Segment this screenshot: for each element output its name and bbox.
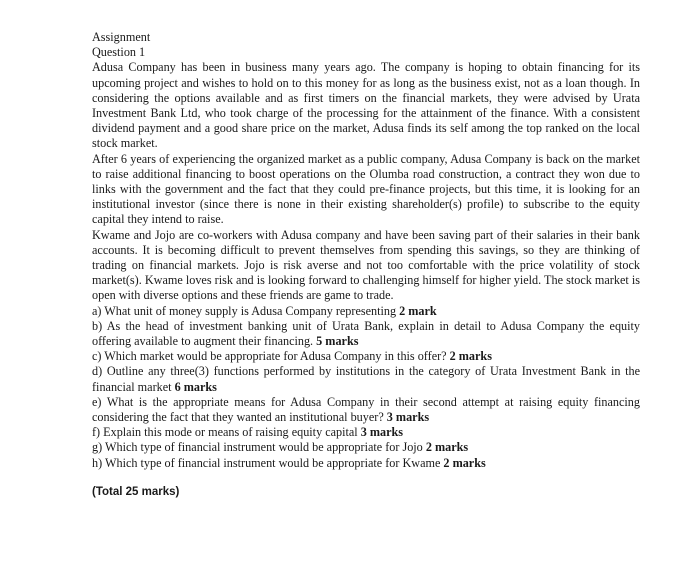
question-d-text: d) Outline any three(3) functions performed by institutions in the category of Urata Investment Bank in the financial market	[92, 364, 640, 394]
question-c	[92, 349, 640, 364]
question-a-text: a) What unit of money supply is Adusa Company representing	[92, 303, 397, 318]
question-h	[92, 456, 640, 471]
question-f	[92, 425, 640, 440]
question-e-text: e) What is the appropriate means for Adusa Company in their second attempt at raising equity financing considering the fact that they wanted an institutional buyer?	[92, 394, 640, 425]
question-e	[92, 395, 640, 425]
question-heading: Question 1	[92, 45, 146, 60]
question-f-marks: 3 marks	[360, 425, 404, 440]
question-c-marks: 2 marks	[449, 349, 492, 364]
question-d-marks: 6 marks	[174, 379, 217, 394]
question-g-text: g) Which type of financial instrument would be appropriate for Jojo	[92, 440, 423, 455]
scenario-paragraph-2: After 6 years of experiencing the organized market as a public company, Adusa Company is back on the market to raise additional financing to boost operations on the Olumba road construction, a contract they won due to links with the government and the fact that they could pre-finance projects, but this time, it is looking for an institutional investor (since there is none in their existing shareholder(s) profile) to subscribe to the equity capital they intend to raise.	[92, 151, 640, 227]
question-h-text: h) Which type of financial instrument would be appropriate for Kwame	[92, 455, 441, 470]
scenario-paragraph-1: Adusa Company has been in business many years ago. The company is hoping to obtain financing for its upcoming project and wishes to hold on to this money for as long as the business exist, not as a loan though. In considering the options available and as first timers on the financial markets, they were advised by Urata Investment Bank Ltd, who took charge of the processing for the attainment of the finance. With a consistent dividend payment and a good share price on the market, Adusa finds its self among the top ranked on the local stock market.	[92, 60, 640, 151]
question-b-marks: 5 marks	[316, 334, 359, 349]
question-a-marks: 2 mark	[399, 303, 437, 318]
question-d	[92, 364, 640, 394]
question-a	[92, 304, 640, 319]
question-g-marks: 2 marks	[425, 440, 469, 455]
question-g	[92, 440, 640, 455]
question-b	[92, 319, 640, 349]
assignment-document	[92, 30, 640, 500]
question-f-text: f) Explain this mode or means of raising equity capital	[92, 425, 358, 440]
question-c-text: c) Which market would be appropriate for Adusa Company in this offer?	[92, 349, 447, 364]
document-title: Assignment	[92, 30, 151, 44]
question-h-marks: 2 marks	[443, 455, 486, 470]
scenario-paragraph-3: Kwame and Jojo are co-workers with Adusa company and have been saving part of their salaries in their bank accounts. It is becoming difficult to prevent themselves from spending this savings, so they are thinking of trading on financial markets. Jojo is risk averse and not too comfortable with the price volatility of stock market(s). Kwame loves risk and is looking forward to challenging himself for higher yield. The stock market is open with diverse options and these friends are game to trade.	[92, 227, 640, 303]
question-e-marks: 3 marks	[386, 410, 430, 425]
total-marks: (Total 25 marks)	[92, 485, 180, 498]
question-b-text: b) As the head of investment banking unit of Urata Bank, explain in detail to Adusa Company the equity offering available to augment their financing.	[92, 318, 640, 349]
